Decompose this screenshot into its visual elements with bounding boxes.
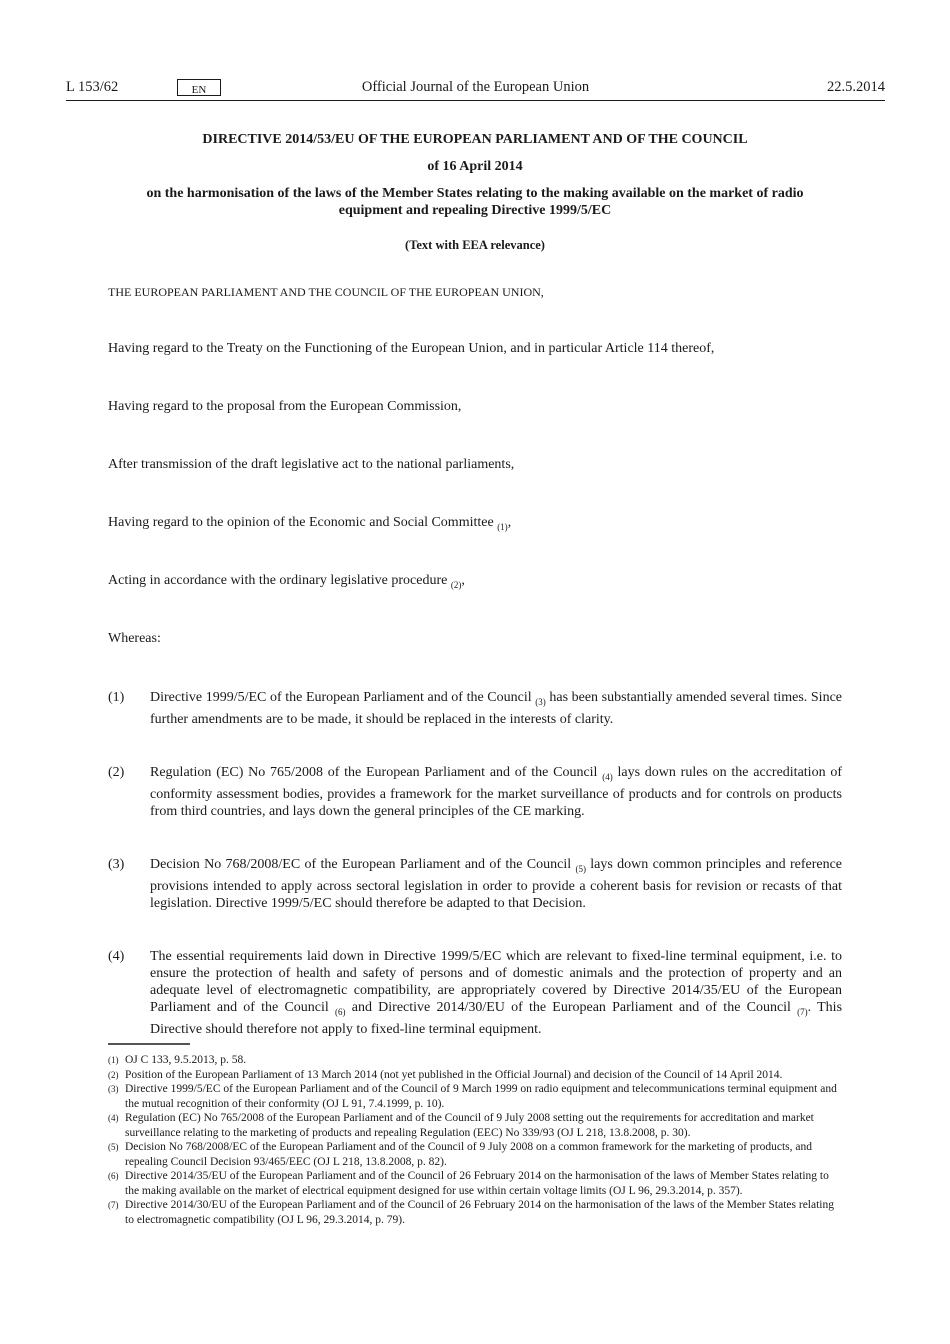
recital (108, 856, 842, 912)
footnote (108, 1111, 842, 1140)
recital (108, 689, 842, 728)
recital-number: (3) (108, 857, 125, 872)
recital-text (150, 689, 842, 728)
recital-text (150, 948, 842, 1038)
footnote (108, 1053, 842, 1068)
footnote-mark: (3) (108, 1084, 119, 1094)
recital-text-part: Directive 1999/5/EC of the European Parliament and of the Council (150, 690, 532, 705)
citation-proposal: Having regard to the proposal from the European Commission, (108, 399, 462, 414)
footnote-mark: (2) (108, 1069, 119, 1080)
footnote-ref[interactable]: (6) (335, 1006, 346, 1017)
recital (108, 764, 842, 820)
citation-treaty: Having regard to the Treaty on the Functioning of the European Union, and in particular Article 114 thereof, (108, 341, 715, 356)
recital-text (150, 764, 842, 820)
footnote (108, 1082, 842, 1111)
journal-title: Official Journal of the European Union (361, 79, 590, 95)
recital-text-part: has been substantially amended several times. Since further amendments are to be made, it should be replaced in the interests of clarity. (150, 690, 842, 727)
header-divider (66, 100, 885, 101)
citation-procedure (108, 572, 842, 594)
page-header (66, 79, 885, 101)
citation-committee-text: Having regard to the opinion of the Economic and Social Committee (108, 515, 494, 530)
punctuation: , (507, 515, 512, 530)
footnote (108, 1068, 842, 1083)
citation-committee (108, 514, 842, 536)
footnote (108, 1140, 842, 1169)
recital-text-part: The essential requirements laid down in Directive 1999/5/EC which are relevant to fixed-line terminal equipment, i.e. to ensure the protection of health and safety of persons and of domestic animals and the protection of property and an adequate level of electromagnetic compatibility, are appropriately covered by Directive 2014/35/EU of the European Parliament and of the Council (150, 949, 842, 1015)
footnote-ref[interactable]: (1) (497, 521, 508, 532)
footnote-text: Position of the European Parliament of 13 March 2014 (not yet published in the Official Journal) and decision of the Council of 14 April 2014. (125, 1068, 783, 1081)
footnote-mark: (6) (108, 1171, 119, 1181)
footnote-mark: (5) (108, 1142, 119, 1152)
footnote-text: Directive 2014/35/EU of the European Parliament and of the Council of 26 February 2014 on the harmonisation of the laws of Member States relating to the making available on the market of electrical equipment designed for use within certain voltage limits (OJ L 96, 29.3.2014, p. 357). (125, 1170, 829, 1197)
enacting-authority: THE EUROPEAN PARLIAMENT AND THE COUNCIL OF THE EUROPEAN UNION, (108, 285, 544, 299)
footnote (108, 1198, 842, 1227)
footnote-ref[interactable]: (2) (450, 579, 462, 590)
footnote-text: Directive 2014/30/EU of the European Parliament and of the Council of 26 February 2014 on the harmonisation of the laws of the Member States relating to electromagnetic compatibility (OJ L 96, 29.3.2014, p. 79). (125, 1199, 834, 1226)
punctuation: , (461, 573, 465, 588)
footnote-ref[interactable]: (7) (797, 1006, 808, 1017)
footnote-mark: (1) (108, 1055, 119, 1065)
footnote-divider (108, 1043, 190, 1045)
footnote-text: OJ C 133, 9.5.2013, p. 58. (125, 1054, 247, 1066)
eea-relevance: (Text with EEA relevance) (405, 238, 545, 252)
recital-text-part: . This Directive should therefore not apply to fixed-line terminal equipment. (150, 1000, 843, 1037)
recital-text-part: Regulation (EC) No 765/2008 of the European Parliament and of the Council (150, 765, 598, 780)
footnotes (108, 1053, 842, 1227)
publication-date: 22.5.2014 (827, 79, 885, 95)
recital-text-part: Decision No 768/2008/EC of the European Parliament and of the Council (150, 857, 572, 872)
directive-date: of 16 April 2014 (427, 159, 523, 174)
citation-transmission: After transmission of the draft legislative act to the national parliaments, (108, 457, 515, 472)
page-reference: L 153/62 (66, 79, 119, 95)
directive-title: DIRECTIVE 2014/53/EU OF THE EUROPEAN PARLIAMENT AND OF THE COUNCIL (202, 132, 748, 147)
footnote-text: Regulation (EC) No 765/2008 of the European Parliament and of the Council of 9 July 2008 setting out the requirements for accreditation and market surveillance relating to the marketing of products and repealing Regulation (EEC) No 339/93 (OJ L 218, 13.8.2008, p. 30). (125, 1112, 814, 1139)
recital-text-part: lays down rules on the accreditation of conformity assessment bodies, provides a framework for the market surveillance of products and for controls on products from third countries, and lays down the general principles of the CE marking. (150, 765, 842, 819)
recital-number: (2) (108, 765, 125, 780)
directive-subject: on the harmonisation of the laws of the Member States relating to the making available on the market of radio equipment and repealing Directive 1999/5/EC (146, 186, 804, 218)
footnote-mark: (4) (108, 1113, 119, 1123)
recital-text-part: lays down common principles and reference provisions intended to apply across sectoral legislation in order to provide a coherent basis for revision or recasts of that legislation. Directive 1999/5/EC should therefore be adapted to that Decision. (150, 857, 843, 911)
footnote-ref[interactable]: (4) (602, 771, 613, 782)
citation-procedure-text: Acting in accordance with the ordinary legislative procedure (108, 573, 448, 588)
footnote-ref[interactable]: (3) (535, 696, 546, 707)
recital-text (150, 856, 842, 912)
footnote-text: Decision No 768/2008/EC of the European Parliament and of the Council of 9 July 2008 on a common framework for the marketing of products, and repealing Council Decision 93/465/EEC (OJ L 218, 13.8.2008, p. 82). (125, 1141, 812, 1168)
footnote-ref[interactable]: (5) (575, 863, 586, 874)
recital-number: (1) (108, 690, 125, 705)
recital (108, 948, 842, 1038)
recital-text-part: and Directive 2014/30/EU of the European Parliament and of the Council (345, 1000, 791, 1015)
footnote (108, 1169, 842, 1198)
whereas-heading: Whereas: (108, 631, 161, 646)
footnote-mark: (7) (108, 1200, 119, 1210)
recital-number: (4) (108, 949, 125, 964)
language-badge: EN (177, 79, 221, 96)
footnote-text: Directive 1999/5/EC of the European Parliament and of the Council of 9 March 1999 on radio equipment and telecommunications terminal equipment and the mutual recognition of their conformity (OJ L 91, 7.4.1999, p. 10). (125, 1083, 837, 1110)
